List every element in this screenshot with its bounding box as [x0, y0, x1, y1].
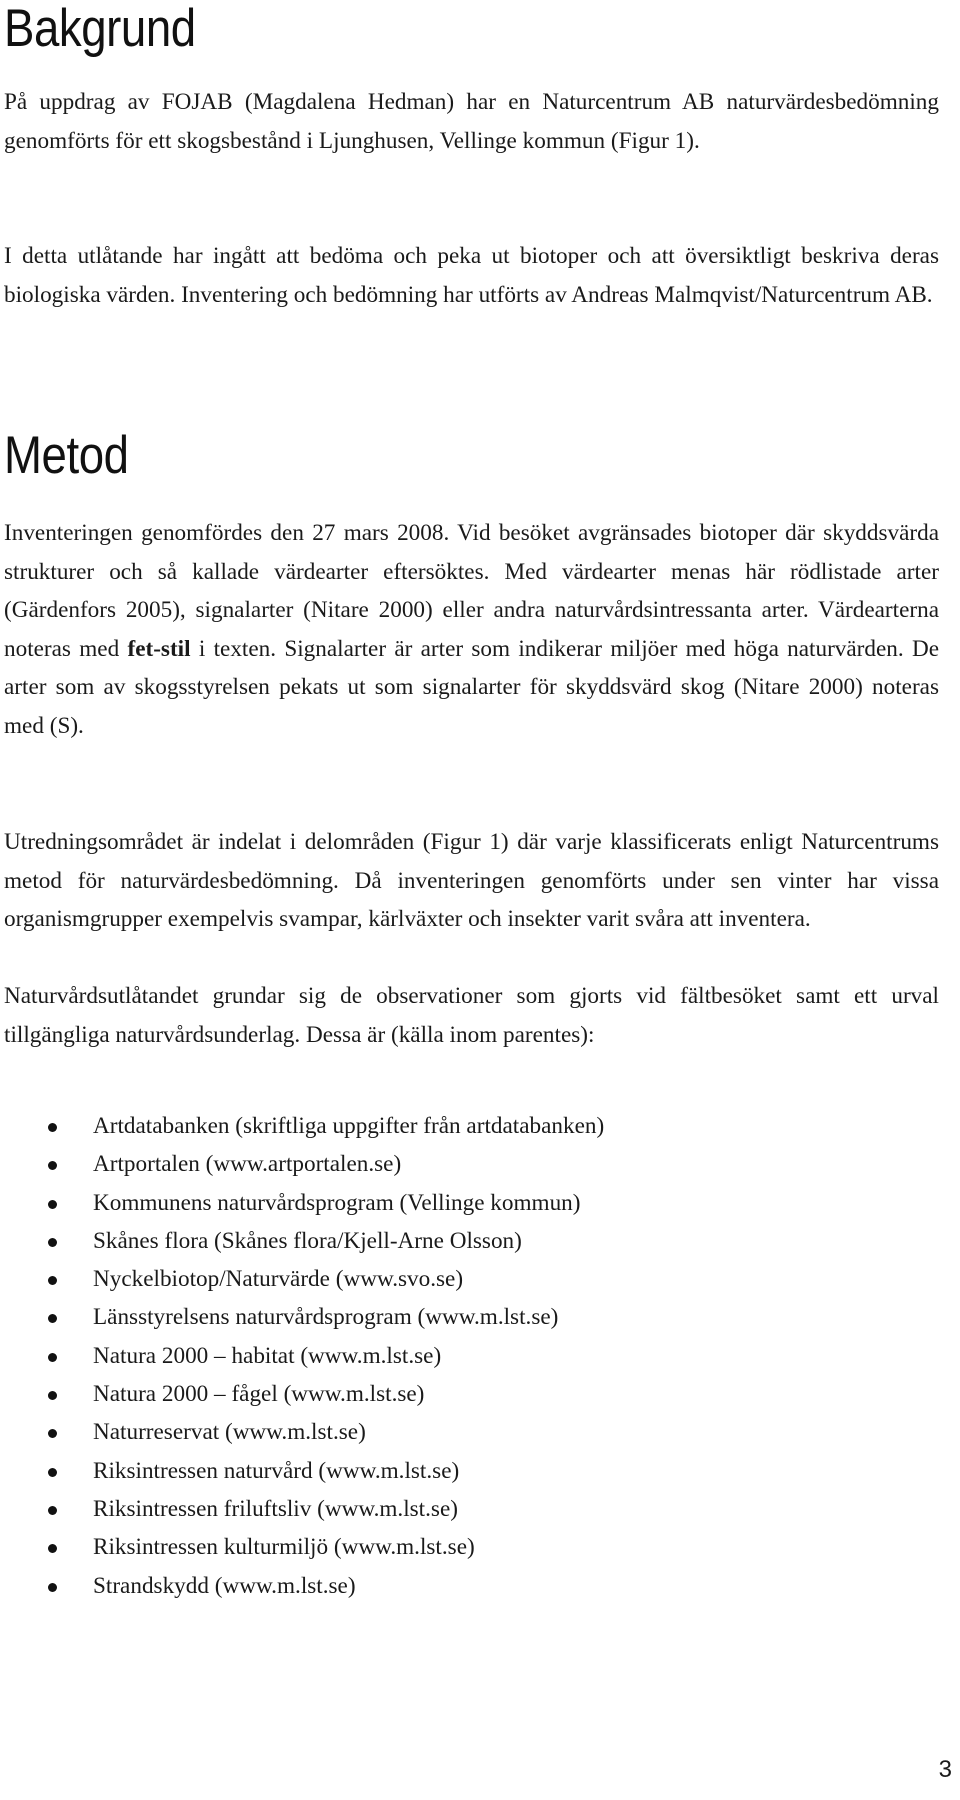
- sources-list: [4, 1107, 904, 1605]
- list-item: [4, 1107, 904, 1145]
- list-item-text: Natura 2000 – fågel (www.m.lst.se): [93, 1381, 425, 1408]
- bullet-icon: [48, 1200, 57, 1209]
- paragraph-3-text-a: Inventeringen genomfördes den 27 mars 2008. Vid besöket avgränsades biotoper där skyddsvärda strukturer och så kallade värdearter eftersöktes. Med värdearter menas här rödlistade arter (Gärdenfors 2005), signalarter (Nitare 2000) eller andra naturvårdsintressanta arter. Värdearterna noteras med: [4, 520, 939, 662]
- list-item-text: Nyckelbiotop/Naturvärde (www.svo.se): [93, 1266, 464, 1293]
- paragraph-2: I detta utlåtande har ingått att bedöma och peka ut biotoper och att översiktligt beskriva deras biologiska värden. Inventering och bedömning har utförts av Andreas Malmqvist/Naturcentrum AB.: [4, 243, 939, 308]
- paragraph-1: På uppdrag av FOJAB (Magdalena Hedman) har en Naturcentrum AB naturvärdesbedömning genomförts för ett skogsbestånd i Ljunghusen, Vellinge kommun (Figur 1).: [4, 89, 939, 154]
- bullet-icon: [48, 1468, 57, 1477]
- list-item: [4, 1567, 904, 1605]
- bullet-icon: [48, 1506, 57, 1515]
- list-item-text: Länsstyrelsens naturvårdsprogram (www.m.lst.se): [93, 1304, 559, 1331]
- list-item-text: Riksintressen kulturmiljö (www.m.lst.se): [93, 1534, 475, 1561]
- bullet-icon: [48, 1238, 57, 1247]
- list-item: [4, 1222, 904, 1260]
- paragraph-4: Utredningsområdet är indelat i delområden (Figur 1) där varje klassificerats enligt Naturcentrums metod för naturvärdesbedömning. Då inventeringen genomförts under sen vinter har vissa organismgrupper exempelvis svampar, kärlväxter och insekter varit svåra att inventera.: [4, 829, 939, 932]
- bullet-icon: [48, 1314, 57, 1323]
- list-item-text: Naturreservat (www.m.lst.se): [93, 1419, 366, 1446]
- list-item: [4, 1260, 904, 1298]
- list-item: [4, 1413, 904, 1451]
- list-item-text: Skånes flora (Skånes flora/Kjell-Arne Olsson): [93, 1227, 522, 1254]
- list-item: [4, 1490, 904, 1528]
- bullet-icon: [48, 1353, 57, 1362]
- list-item: [4, 1375, 904, 1413]
- heading-background: Bakgrund: [4, 0, 196, 58]
- list-item: [4, 1145, 904, 1183]
- bullet-icon: [48, 1391, 57, 1400]
- list-item-text: Natura 2000 – habitat (www.m.lst.se): [93, 1342, 442, 1369]
- bullet-icon: [48, 1544, 57, 1553]
- bullet-icon: [48, 1161, 57, 1170]
- bullet-icon: [48, 1276, 57, 1285]
- heading-method: Metod: [4, 426, 129, 485]
- page-number: 3: [938, 1756, 952, 1783]
- list-item-text: Strandskydd (www.m.lst.se): [93, 1572, 356, 1599]
- paragraph-3-bold-term: fet-stil: [127, 635, 191, 662]
- list-item: [4, 1528, 904, 1566]
- bullet-icon: [48, 1429, 57, 1438]
- list-item-text: Kommunens naturvårdsprogram (Vellinge kommun): [93, 1189, 581, 1216]
- list-item-text: Artdatabanken (skriftliga uppgifter från artdatabanken): [93, 1113, 605, 1139]
- list-item: [4, 1337, 904, 1375]
- list-item: [4, 1452, 904, 1490]
- paragraph-3-text-b: i texten. Signalarter är arter som indikerar miljöer med höga naturvärden. De arter som av skogsstyrelsen pekats ut som signalarter för skyddsvärd skog (Nitare 2000) noteras med (S).: [4, 635, 939, 739]
- list-item: [4, 1184, 904, 1222]
- list-item-text: Riksintressen friluftsliv (www.m.lst.se): [93, 1495, 458, 1522]
- paragraph-5: Naturvårdsutlåtandet grundar sig de observationer som gjorts vid fältbesöket samt ett urval tillgängliga naturvårdsunderlag. Dessa är (källa inom parentes):: [4, 983, 939, 1048]
- list-item: [4, 1298, 904, 1336]
- paragraph-3: [4, 514, 939, 745]
- bullet-icon: [48, 1123, 57, 1132]
- bullet-icon: [48, 1583, 57, 1592]
- list-item-text: Artportalen (www.artportalen.se): [93, 1151, 402, 1178]
- list-item-text: Riksintressen naturvård (www.m.lst.se): [93, 1457, 460, 1484]
